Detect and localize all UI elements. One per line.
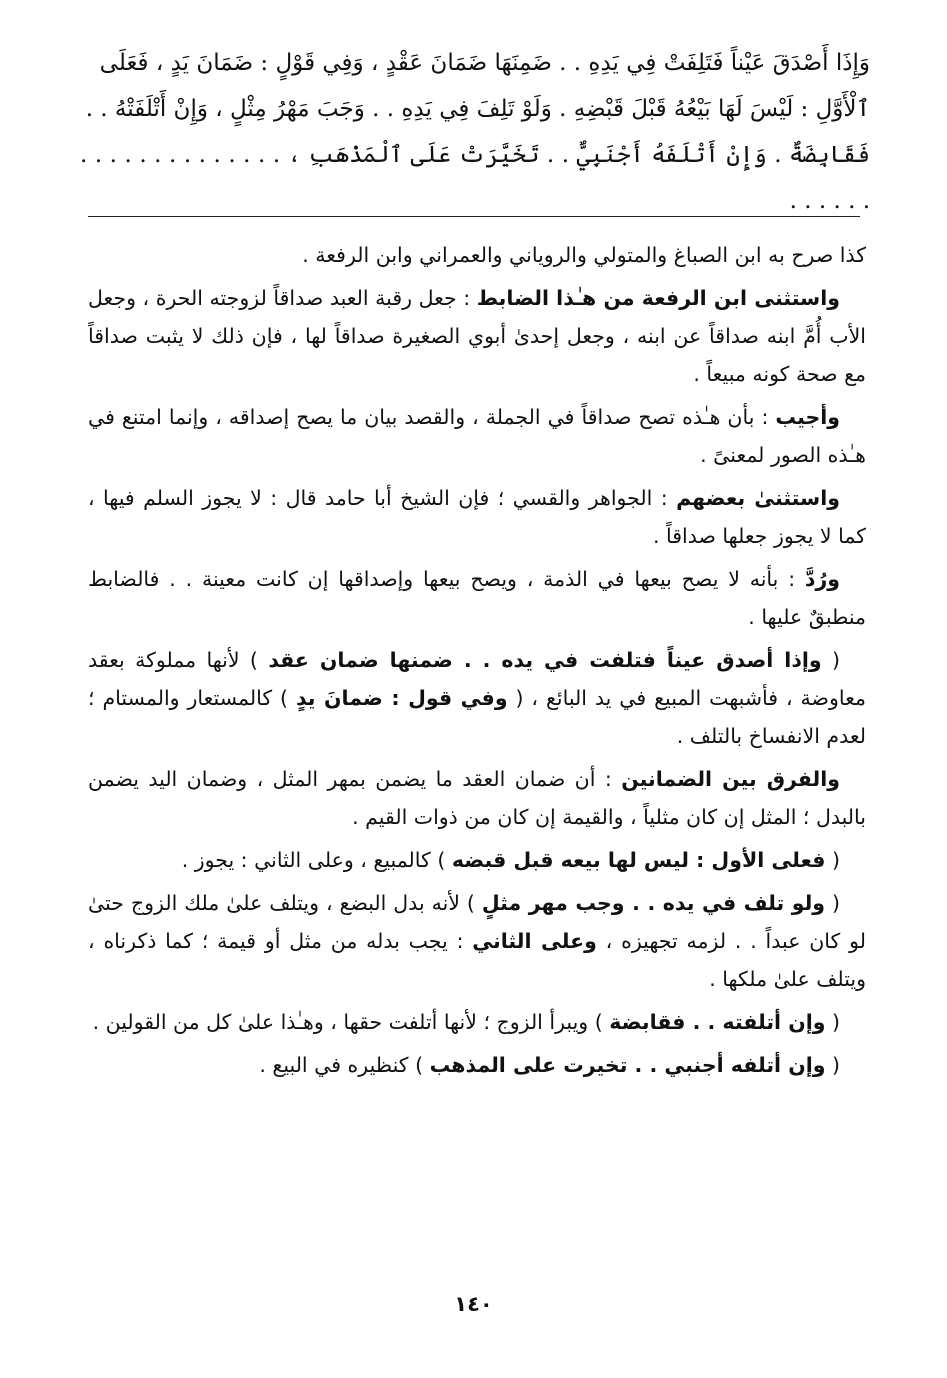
main-text-line: ٱلْأَوَّلِ : لَيْسَ لَهَا بَيْعُهُ قَبْلَ قَبْضِهِ . وَلَوْ تَلِفَ فِي يَدِهِ . . وَجَبَ مَهْرُ مِثْلٍ ، وَإِنْ أَتْلَفَتْهُ . . xyxy=(85,96,870,122)
commentary-paragraph: وأجيب : بأن هـٰذه تصح صداقاً في الجملة ، والقصد بيان ما يصح إصداقه ، وإنما امتنع في هـٰذه الصور لمعنىً . xyxy=(88,405,866,467)
commentary-paragraph: ( وإذا أصدق عيناً فتلفت في يده . . ضمنها ضمان عقد ) لأنها مملوكة بعقد معاوضة ، فأشبهت المبيع في يد البائع ، ( وفي قول : ضمانَ يدٍ ) كالمستعار والمستام ؛ لعدم الانفساخ بالتلف . xyxy=(88,648,866,748)
main-text-block xyxy=(80,40,870,224)
commentary-paragraph: ( فعلى الأول : ليس لها بيعه قبل قبضه ) كالمبيع ، وعلى الثاني : يجوز . xyxy=(181,848,840,872)
page-number: ١٤٠ xyxy=(454,1292,493,1316)
separator-line xyxy=(88,216,860,217)
commentary-block xyxy=(88,236,866,1089)
commentary-paragraph: ( وإن أتلفته . . فقابضة ) ويبرأ الزوج ؛ لأنها أتلفت حقها ، وهـٰذا علىٰ كل من القولين . xyxy=(92,1010,840,1034)
main-text-line: فَقَابِضَةٌ . وَإِنْ أَتْلَفَهُ أَجْنَبِيٌّ . . تَخَيَّرَتْ عَلَى ٱلْمَذْهَبِ ، . . . . . . . . . . . . . . . . . . . . xyxy=(80,142,870,214)
commentary-paragraph: ( وإن أتلفه أجنبي . . تخيرت على المذهب ) كنظيره في البيع . xyxy=(259,1053,840,1077)
commentary-paragraph: كذا صرح به ابن الصباغ والمتولي والروياني والعمراني وابن الرفعة . xyxy=(302,243,866,267)
commentary-paragraph: واستثنىٰ بعضهم : الجواهر والقسي ؛ فإن الشيخ أبا حامد قال : لا يجوز السلم فيها ، كما لا يجوز جعلها صداقاً . xyxy=(88,486,866,548)
commentary-paragraph: ورُدَّ : بأنه لا يصح بيعها في الذمة ، ويصح بيعها وإصداقها إن كانت معينة . . فالضابط منطبقٌ عليها . xyxy=(88,567,866,629)
main-text-line: وَإِذَا أَصْدَقَ عَيْناً فَتَلِفَتْ فِي يَدِهِ . . ضَمِنَهَا ضَمَانَ عَقْدٍ ، وَفِي قَوْلٍ : ضَمَانَ يَدٍ ، فَعَلَى xyxy=(99,50,870,76)
commentary-paragraph: واستثنى ابن الرفعة من هـٰذا الضابط : جعل رقبة العبد صداقاً لزوجته الحرة ، وجعل الأب أُمَّ ابنه صداقاً عن ابنه ، وجعل إحدىٰ أبوي الصغيرة صداقاً لها ، فإن ذلك لا يثبت صداقاً مع صحة كونه مبيعاً . xyxy=(88,286,866,386)
commentary-paragraph: ( ولو تلف في يده . . وجب مهر مثلٍ ) لأنه بدل البضع ، ويتلف علىٰ ملك الزوج حتىٰ لو كان عبداً . . لزمه تجهيزه ، وعلى الثاني : يجب بدله من مثل أو قيمة ؛ كما ذكرناه ، ويتلف علىٰ ملكها . xyxy=(88,891,866,991)
commentary-paragraph: والفرق بين الضمانين : أن ضمان العقد ما يضمن بمهر المثل ، وضمان اليد يضمن بالبدل ؛ المثل إن كان مثلياً ، والقيمة إن كان من ذوات القيم . xyxy=(88,767,866,829)
